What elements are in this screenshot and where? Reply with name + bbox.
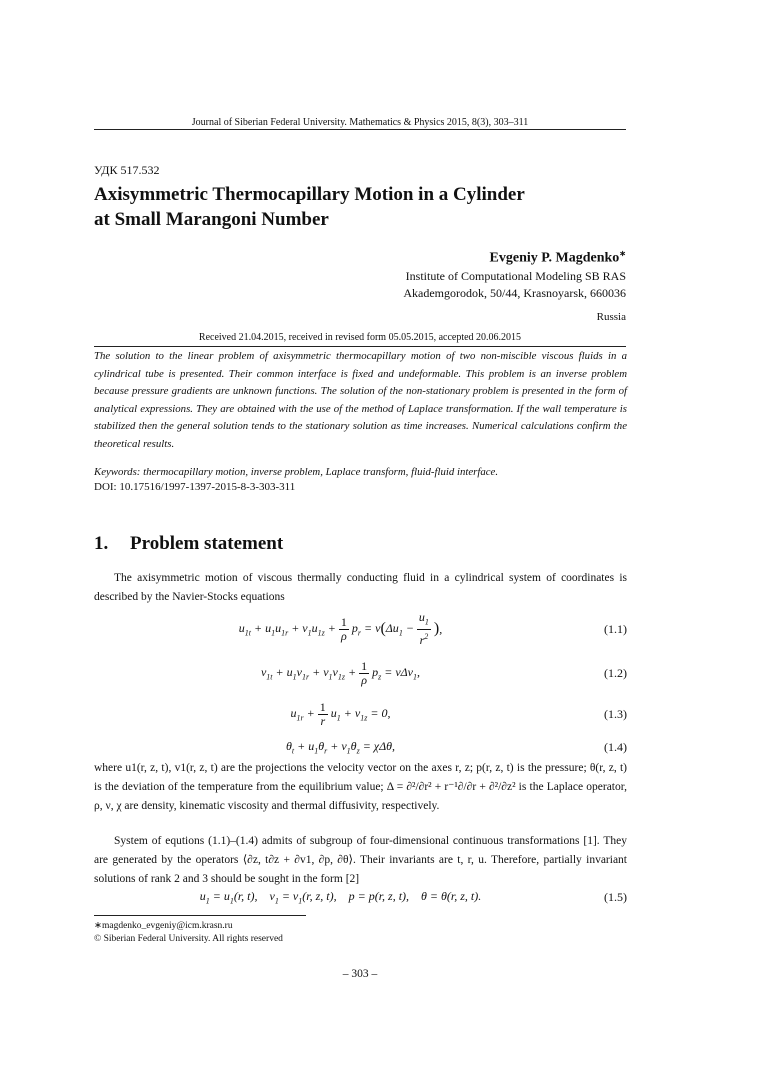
equation-number: (1.1) [604, 621, 627, 636]
footnote-rule [94, 915, 306, 916]
footnote-email: ∗magdenko_evgeniy@icm.krasn.ru [94, 921, 233, 931]
doi: DOI: 10.17516/1997-1397-2015-8-3-303-311 [94, 481, 296, 493]
author-block [403, 245, 626, 326]
title-line-2: at Small Marangoni Number [94, 209, 329, 230]
equation-number: (1.3) [604, 706, 627, 721]
author-name: Evgeniy P. Magdenko∗ [489, 249, 626, 266]
page-number: – 303 – [342, 968, 378, 980]
equation-number: (1.4) [604, 739, 627, 754]
abstract-rule [94, 346, 626, 347]
equation-number: (1.2) [604, 665, 627, 680]
intro-paragraph: The axisymmetric motion of viscous thermally conducting fluid in a cylindrical system of coordinates is described by the Navier-Stocks equations [94, 572, 627, 603]
author-footnote-mark: ∗ [619, 249, 626, 258]
footnotes [94, 920, 283, 946]
equation-body: $u_{1r}$ + $\frac{1}{r}$ $u_1 + v_{1z} = 0$, [290, 699, 391, 728]
keywords: Keywords: thermocapillary motion, inverse problem, Laplace transform, fluid-fluid interface. [94, 466, 499, 478]
equation-body: $u_1 = u_1(r$, t), $v_1 = v_1(r$, z, t), p = p(r, z, t), θ = θ(r, z, t). [199, 888, 482, 906]
where-paragraph: where u1(r, z, t), v1(r, z, t) are the projections the velocity vector on the axes r, z; p(r, z, t) is the pressure; θ(r, z, t) is the deviation of the temperature from the equilibrium value; Δ = ∂²/∂r² + r⁻¹∂/∂r + ∂²/∂z² is the Laplace operator, ρ, ν, χ are density, kinematic viscosity and thermal diffusivity, respectively. [94, 762, 627, 812]
equation-number: (1.5) [604, 889, 627, 904]
equation-body: $\theta_t + u_1\theta_r + v_1\theta_z = \chi\Delta\theta$, [285, 738, 396, 756]
journal-header: Journal of Siberian Federal University. Mathematics & Physics 2015, 8(3), 303–311 [191, 117, 529, 128]
author-country: Russia [596, 310, 626, 323]
author-address: Akademgorodok, 50/44, Krasnoyarsk, 660036 [403, 286, 626, 301]
abstract: The solution to the linear problem of axisymmetric thermocapillary motion of two non-miscible viscous fluids in a cylindrical tube is presented. Their common interface is fixed and undeformable. This problem is an inverse problem because pressure gradients are unknown functions. The solution of the non-stationary problem is presented in the form of analytical expressions. They are obtained with the use of the method of Laplace transformation. If the wall temperature is stabilized then the general solution tends to the stationary solution as time increases. Numerical calculations confirm the theoretical results. [94, 350, 627, 450]
equation-body: $v_{1t} + u_1v_{1r} + v_1v_{1z}$ + $\frac{1}{\rho}$ $p_z = \nu\Delta v_1$, [260, 658, 421, 687]
section-title: Problem statement [130, 533, 284, 554]
received-dates: Received 21.04.2015, received in revised form 05.05.2015, accepted 20.06.2015 [198, 332, 522, 343]
section-number: 1. [94, 533, 109, 554]
section-heading [94, 533, 283, 555]
title-line-1: Axisymmetric Thermocapillary Motion in a Cylinder [94, 184, 525, 205]
header-rule [94, 129, 626, 130]
system-paragraph: System of equtions (1.1)–(1.4) admits of subgroup of four-dimensional continuous transformations [1]. They are generated by the operators ⟨∂z, t∂z + ∂v1, ∂p, ∂θ⟩. Their invariants are t, r, u. Therefore, partially invariant solutions of rank 2 and 3 should be sought in the form [2] [94, 835, 627, 885]
equation-body: $u_{1t} + u_1u_{1r} + v_1u_{1z}$ + $\frac{1}{\rho}$ $p_r = \nu$ ( $\Delta u_1$ − $\frac{u_1}{r^2}$ ) , [238, 610, 443, 647]
equation-1-1 [94, 611, 627, 647]
footnote-rights: © Siberian Federal University. All rights reserved [94, 934, 283, 944]
paper-title [94, 182, 634, 232]
equation-1-2 [94, 655, 627, 691]
equation-1-5 [94, 883, 627, 911]
udk-code: УДК 517.532 [94, 163, 160, 177]
equation-1-3 [94, 696, 627, 732]
author-institute: Institute of Computational Modeling SB RAS [405, 268, 626, 283]
